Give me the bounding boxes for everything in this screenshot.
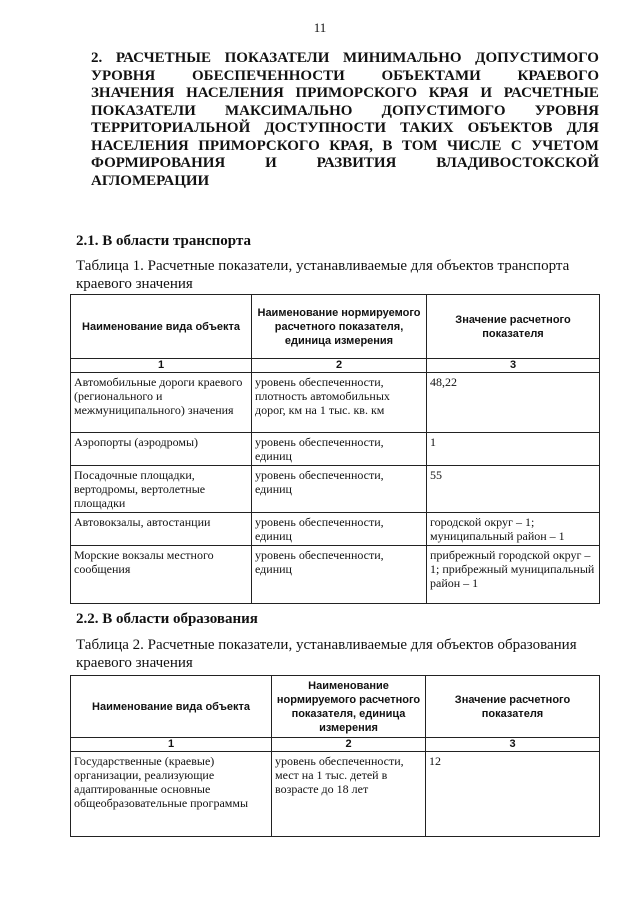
indicator-cell: уровень обеспеченности, плотность автомобильных дорог, км на 1 тыс. кв. км bbox=[252, 373, 427, 433]
heading-word: ВЛАДИВОСТОКСКОЙ bbox=[436, 155, 599, 171]
heading-word: МИНИМАЛЬНО bbox=[342, 50, 462, 66]
column-number: 1 bbox=[71, 359, 252, 373]
object-type-cell: Автовокзалы, автостанции bbox=[71, 513, 252, 546]
heading-word: ОБЪЕКТАМИ bbox=[381, 67, 481, 84]
heading-word: ДОПУСТИМОГО bbox=[381, 102, 506, 119]
heading-word: ПОКАЗАТЕЛИ bbox=[224, 50, 330, 66]
table-row bbox=[71, 373, 600, 433]
column-number: 2 bbox=[272, 738, 426, 752]
value-cell: 12 bbox=[426, 752, 600, 837]
heading-word: ЗНАЧЕНИЯ bbox=[91, 85, 175, 101]
heading-line bbox=[91, 120, 599, 138]
heading-word: ДОСТУПНОСТИ bbox=[264, 120, 387, 136]
heading-word: ДЛЯ bbox=[566, 120, 599, 136]
section-2-2-title: 2.2. В области образования bbox=[76, 611, 258, 627]
heading-line bbox=[91, 103, 599, 121]
value-cell: 1 bbox=[427, 433, 600, 466]
heading-word: НАСЕЛЕНИЯ bbox=[186, 85, 284, 101]
heading-line bbox=[91, 138, 599, 156]
heading-word: И bbox=[265, 155, 277, 171]
header-object-type: Наименование вида объекта bbox=[71, 295, 252, 359]
table-row bbox=[71, 433, 600, 466]
object-type-cell: Посадочные площадки, вертодромы, вертолетные площадки bbox=[71, 466, 252, 513]
heading-word: ПОКАЗАТЕЛИ bbox=[91, 102, 196, 119]
heading-word: ТАКИХ bbox=[400, 120, 454, 136]
heading-word: 2. bbox=[91, 50, 103, 66]
heading-word: УЧЕТОМ bbox=[531, 137, 599, 154]
heading-word: МАКСИМАЛЬНО bbox=[225, 102, 353, 119]
section-heading bbox=[91, 50, 599, 190]
transport-table bbox=[70, 294, 600, 604]
table-row bbox=[71, 466, 600, 513]
heading-word: ПРИМОРСКОГО bbox=[198, 137, 320, 154]
header-indicator: Наименование нормируемого расчетного показателя, единица измерения bbox=[272, 676, 426, 738]
object-type-cell: Государственные (краевые) организации, реализующие адаптированные основные общеобразовательные программы bbox=[71, 752, 272, 837]
heading-line bbox=[91, 155, 599, 173]
heading-word: УРОВНЯ bbox=[534, 102, 599, 119]
column-number: 1 bbox=[71, 738, 272, 752]
header-value: Значение расчетного показателя bbox=[426, 676, 600, 738]
heading-word: УРОВНЯ bbox=[91, 67, 156, 84]
section-2-1-title: 2.1. В области транспорта bbox=[76, 233, 251, 249]
indicator-cell: уровень обеспеченности, единиц bbox=[252, 513, 427, 546]
heading-line bbox=[91, 50, 599, 68]
heading-line bbox=[91, 85, 599, 103]
heading-word: ФОРМИРОВАНИЯ bbox=[91, 155, 226, 171]
heading-word: ОБЪЕКТОВ bbox=[467, 120, 553, 136]
heading-word: ОБЕСПЕЧЕННОСТИ bbox=[191, 67, 345, 84]
table-row bbox=[71, 546, 600, 604]
indicator-cell: уровень обеспеченности, единиц bbox=[252, 466, 427, 513]
heading-word: В bbox=[382, 137, 393, 154]
column-number: 3 bbox=[426, 738, 600, 752]
heading-word: НАСЕЛЕНИЯ bbox=[91, 137, 189, 154]
heading-word: АГЛОМЕРАЦИИ bbox=[91, 172, 210, 189]
heading-word: РАСЧЕТНЫЕ bbox=[115, 50, 212, 66]
heading-word: КРАЯ bbox=[428, 85, 469, 101]
header-value: Значение расчетного показателя bbox=[427, 295, 600, 359]
education-table bbox=[70, 675, 600, 837]
heading-line bbox=[91, 173, 599, 191]
table-1-caption: Таблица 1. Расчетные показатели, устанавливаемые для объектов транспорта краевого значения bbox=[76, 258, 570, 292]
indicator-cell: уровень обеспеченности, мест на 1 тыс. детей в возрасте до 18 лет bbox=[272, 752, 426, 837]
value-cell: городской округ – 1; муниципальный район – 1 bbox=[427, 513, 600, 546]
table-row bbox=[71, 752, 600, 837]
object-type-cell: Аэропорты (аэродромы) bbox=[71, 433, 252, 466]
column-number: 2 bbox=[252, 359, 427, 373]
object-type-cell: Морские вокзалы местного сообщения bbox=[71, 546, 252, 604]
heading-word: ТОМ bbox=[401, 137, 438, 154]
table-row bbox=[71, 513, 600, 546]
indicator-cell: уровень обеспеченности, единиц bbox=[252, 433, 427, 466]
page-number: 11 bbox=[313, 20, 327, 35]
table-2-caption: Таблица 2. Расчетные показатели, устанавливаемые для объектов образования краевого значения bbox=[76, 637, 577, 671]
heading-word: ЧИСЛЕ bbox=[447, 137, 502, 154]
value-cell: 48,22 bbox=[427, 373, 600, 433]
column-number: 3 bbox=[427, 359, 600, 373]
heading-word: РАЗВИТИЯ bbox=[316, 155, 397, 171]
heading-word: КРАЕВОГО bbox=[517, 67, 599, 84]
object-type-cell: Автомобильные дороги краевого (регионального и межмуниципального) значения bbox=[71, 373, 252, 433]
heading-word: РАСЧЕТНЫЕ bbox=[503, 85, 599, 101]
indicator-cell: уровень обеспеченности, единиц bbox=[252, 546, 427, 604]
heading-word: С bbox=[510, 137, 522, 154]
header-object-type: Наименование вида объекта bbox=[71, 676, 272, 738]
heading-word: ДОПУСТИМОГО bbox=[475, 50, 599, 66]
heading-word: КРАЯ, bbox=[329, 137, 373, 154]
value-cell: прибрежный городской округ – 1; прибрежный муниципальный район – 1 bbox=[427, 546, 600, 604]
value-cell: 55 bbox=[427, 466, 600, 513]
heading-word: ПРИМОРСКОГО bbox=[295, 85, 418, 101]
header-indicator: Наименование нормируемого расчетного показателя, единица измерения bbox=[252, 295, 427, 359]
heading-line bbox=[91, 68, 599, 86]
heading-word: И bbox=[480, 85, 492, 101]
heading-word: ТЕРРИТОРИАЛЬНОЙ bbox=[91, 120, 251, 136]
